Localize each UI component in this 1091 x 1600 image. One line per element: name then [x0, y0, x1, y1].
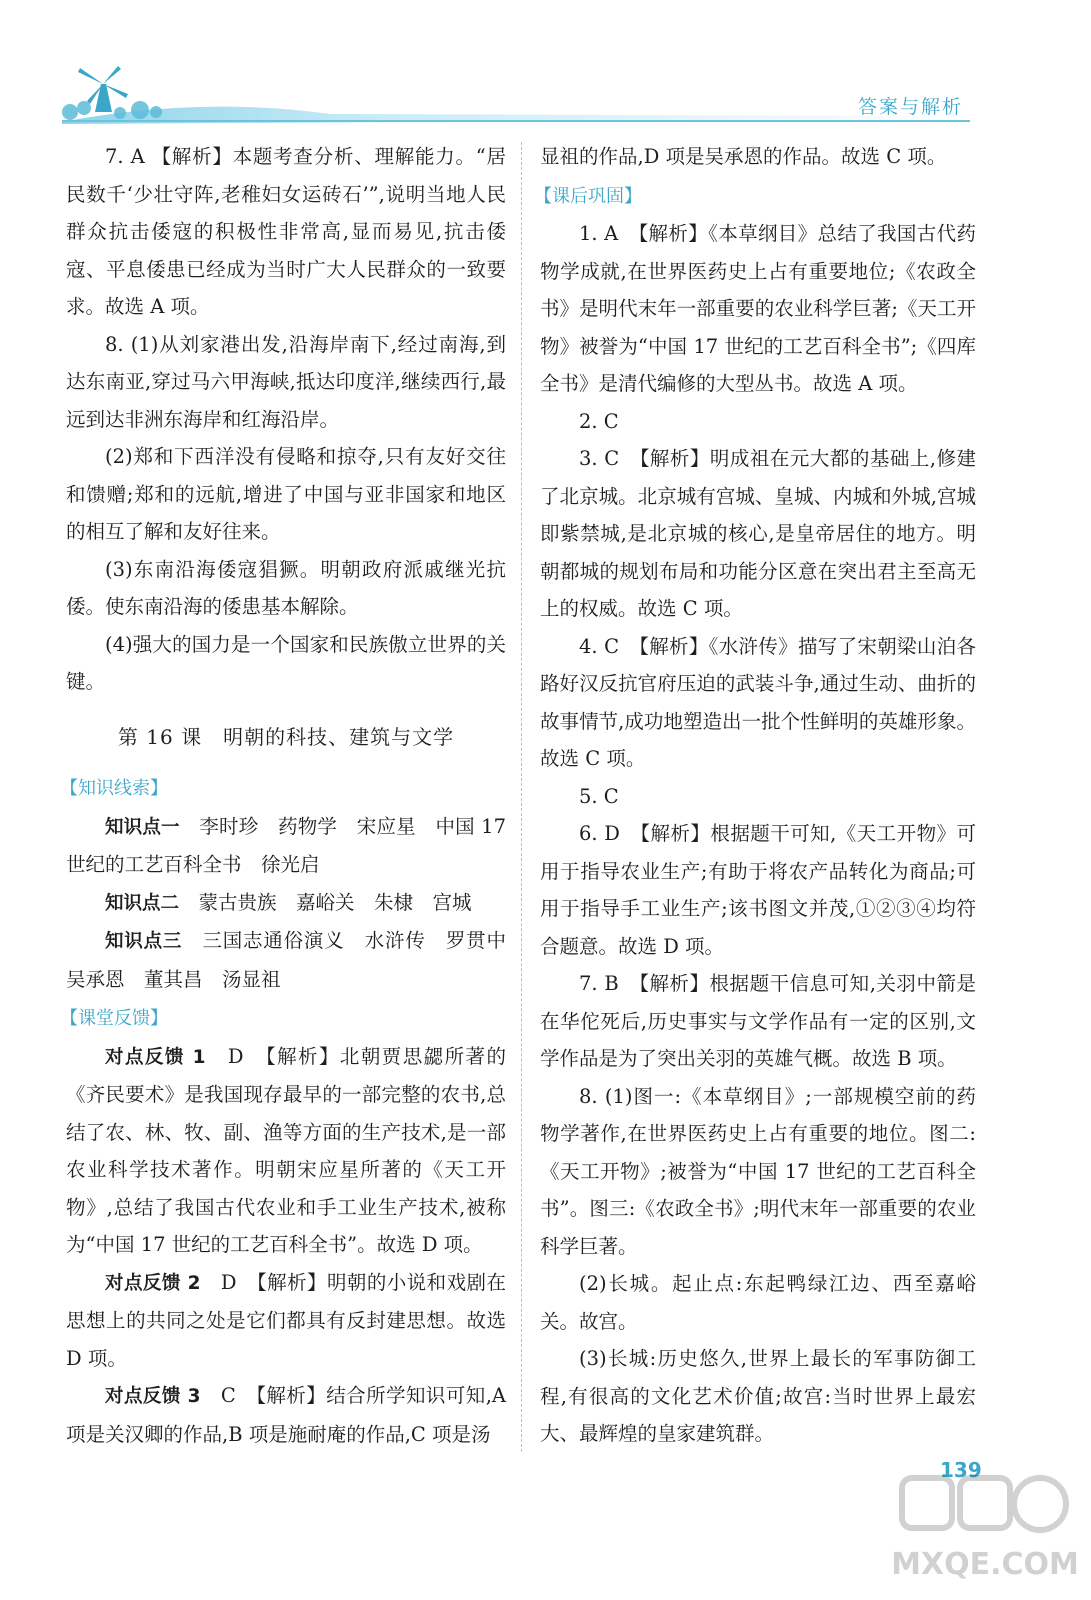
after-answer-5: 5. C — [579, 784, 619, 808]
after-answer-1: 1. A 【解析】《本草纲目》总结了我国古代药物学成就,在世界医药史上占有重要地位;《农政全书》是明代末年一部重要的农业科学巨著;《天工开物》被誉为“中国 17 世纪的工艺百科全书”;《四库全书》是清代编修的大型丛书。故选 A 项。 — [540, 222, 976, 395]
section-tag-knowledge: 【知识线索】 — [60, 778, 168, 799]
fb3-label: 对点反馈 3 — [105, 1386, 201, 1407]
after-answer-3: 3. C 【解析】明成祖在元大都的基础上,修建了北京城。北京城有宫城、皇城、内城和外城,宫城即紫禁城,是北京城的核心,是皇帝居住的地方。明朝都城的规划布局和功能分区意在突出君主至高无上的权威。故选 C 项。 — [540, 447, 976, 620]
section-tag-after-class: 【课后巩固】 — [534, 185, 642, 207]
lesson-title: 第 16 课 明朝的科技、建筑与文学 — [117, 724, 455, 749]
fb2-text: D 【解析】明朝的小说和戏剧在思想上的共同之处是它们都具有反封建思想。故选 D 项。 — [66, 1270, 506, 1370]
after-answer-7: 7. B 【解析】根据题干信息可知,关羽中箭是在华佗死后,历史事实与文学作品有一定的区别,文学作品是为了突出关羽的英雄气概。故选 B 项。 — [540, 972, 976, 1070]
kp1-label: 知识点一 — [105, 816, 180, 838]
answer-q8-part4: (4)强大的国力是一个国家和民族傲立世界的关键。 — [66, 632, 506, 693]
page-number: 139 — [940, 1458, 982, 1482]
kp3-label: 知识点三 — [105, 931, 183, 952]
kp1-text: 李时珍 药物学 宋应星 中国 17 世纪的工艺百科全书 徐光启 — [66, 814, 506, 876]
after-answer-6: 6. D 【解析】根据题干可知,《天工开物》可用于指导农业生产;有助于将农产品转化为商品;可用于指导手工业生产;该书图文并茂,①②③④均符合题意。故选 D 项。 — [540, 822, 976, 958]
svg-text:MXQE.COM: MXQE.COM — [891, 1547, 1079, 1582]
section-tag-feedback: 【课堂反馈】 — [60, 1008, 168, 1029]
kp2-text: 蒙古贵族 嘉峪关 朱棣 宫城 — [179, 890, 472, 914]
after-answer-4: 4. C 【解析】《水浒传》描写了宋朝梁山泊各路好汉反抗官府压迫的武装斗争,通过生动、曲折的故事情节,成功地塑造出一批个性鲜明的英雄形象。故选 C 项。 — [540, 634, 976, 770]
watermark-logo — [890, 1462, 1080, 1592]
after-answer-8-part1: 8. (1)图一:《本草纲目》;一部规模空前的药物学著作,在世界医药史上占有重要的地位。图二:《天工开物》;被誉为“中国 17 世纪的工艺百科全书”。图三:《农政全书》;明代末年一部重要的农业科学巨著。 — [540, 1084, 976, 1258]
after-answer-8-part2: (2)长城。起止点:东起鸭绿江边、西至嘉峪关。故宫。 — [540, 1272, 976, 1333]
after-answer-2: 2. C — [579, 409, 619, 433]
header-title: 答案与解析 — [857, 96, 963, 118]
left-column — [60, 138, 526, 1453]
answer-q8-part3: (3)东南沿海倭寇猖獗。明朝政府派戚继光抗倭。使东南沿海的倭患基本解除。 — [66, 557, 506, 618]
feedback-1 — [66, 1038, 506, 1264]
column-divider — [521, 142, 522, 1452]
feedback-3-continued: 显祖的作品,D 项是吴承恩的作品。故选 C 项。 — [540, 145, 947, 168]
answer-q7: 7. A 【解析】本题考查分析、理解能力。“居民数千‘少壮守阵,老稚妇女运砖石’”,说明当地人民群众抗击倭寇的积极性非常高,显而易见,抗击倭寇、平息倭患已经成为当时广大人民群众的一致要求。故选 A 项。 — [66, 145, 506, 318]
after-answer-8-part3: (3)长城:历史悠久,世界上最长的军事防御工程,有很高的文化艺术价值;故宫:当时世界上最宏大、最辉煌的皇家建筑群。 — [540, 1347, 976, 1445]
fb3-text: C 【解析】结合所学知识可知,A 项是关汉卿的作品,B 项是施耐庵的作品,C 项是汤 — [66, 1384, 506, 1446]
feedback-2 — [66, 1264, 506, 1378]
feedback-3 — [66, 1377, 506, 1453]
fb1-label: 对点反馈 1 — [105, 1046, 206, 1068]
knowledge-point-1 — [66, 808, 506, 884]
fb2-label: 对点反馈 2 — [105, 1272, 201, 1294]
fb1-text: D 【解析】北朝贾思勰所著的《齐民要术》是我国现存最早的一部完整的农书,总结了农、林、牧、副、渔等方面的生产技术,是一部农业科学技术著作。明朝宋应星所著的《天工开物》,总结了我国古代农业和手工业生产技术,被称为“中国 17 世纪的工艺百科全书”。故选 D 项。 — [66, 1044, 506, 1256]
right-column — [534, 138, 976, 1453]
knowledge-point-3 — [66, 922, 526, 998]
page-header — [0, 0, 1091, 130]
kp2-label: 知识点二 — [105, 892, 180, 914]
answer-q8-part1: 8. (1)从刘家港出发,沿海岸南下,经过南海,到达东南亚,穿过马六甲海峡,抵达印度洋,继续西行,最远到达非洲东海岸和红海沿岸。 — [66, 332, 506, 431]
knowledge-point-2 — [66, 884, 506, 923]
kp3-text: 三国志通俗演义 水浒传 罗贯中 吴承恩 董其昌 汤显祖 — [66, 929, 526, 991]
answer-q8-part2: (2)郑和下西洋没有侵略和掠夺,只有友好交往和馈赠;郑和的远航,增进了中国与亚非国家和地区的相互了解和友好往来。 — [66, 445, 506, 543]
